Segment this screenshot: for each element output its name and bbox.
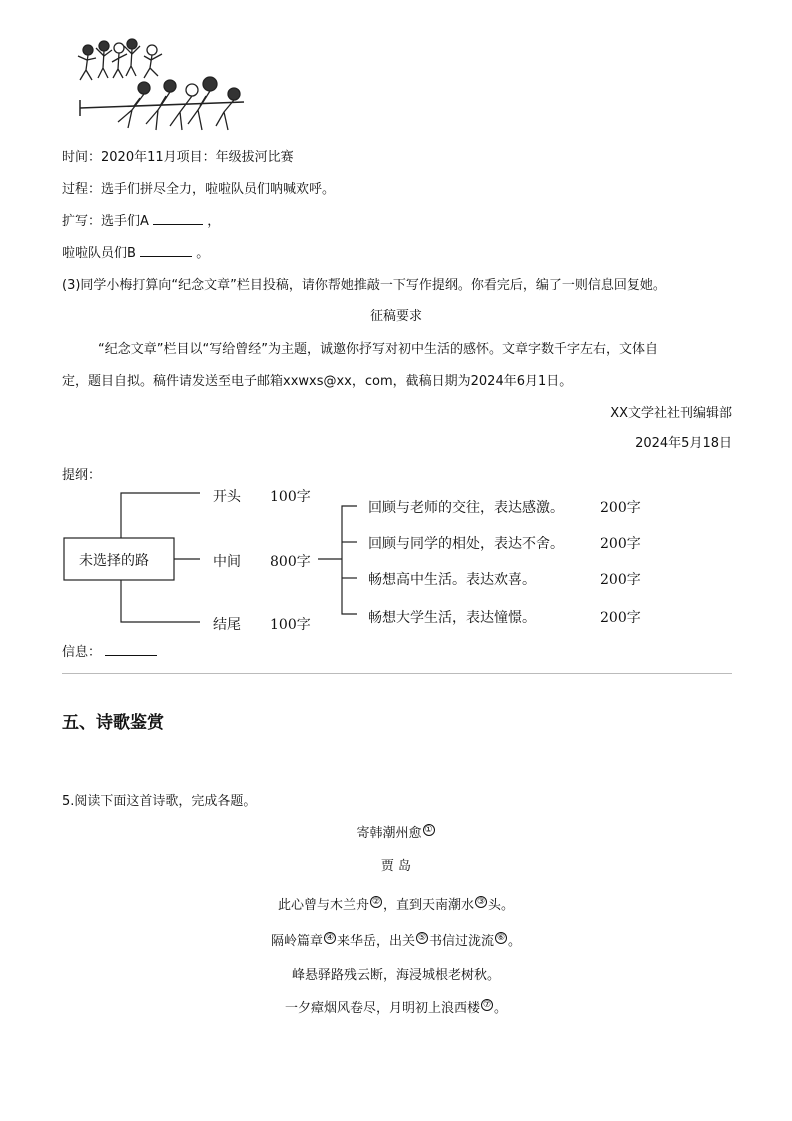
poem-text: 。 (508, 934, 522, 949)
question-3: (3)同学小梅打算向“纪念文章”栏目投稿，请你帮她推敲一下写作提纲。你看完后，编了一则信息回复她。 (62, 278, 666, 293)
poem-text: 此心曾与木兰舟 (277, 898, 369, 913)
outline-root: 未选择的路 (79, 553, 149, 569)
notice-paragraph-1: “纪念文章”栏目以“写给曾经”为主题，诚邀你抒写对初中生活的感怀。文章字数千字左右，文体自 (98, 342, 658, 357)
section-title: 五、诗歌鉴赏 (62, 713, 164, 733)
poem-line-3: 峰悬驿路残云断，海浸城根老树秋。 (291, 968, 500, 983)
info-line (62, 641, 157, 660)
poem-title-text: 寄韩潮州愈 (356, 826, 422, 841)
info-label: 信息： (62, 645, 102, 660)
notice-title: 征稿要求 (369, 309, 422, 324)
branch-ending-count: 100字 (270, 617, 311, 633)
expand-prefix: 扩写：选手们A (62, 214, 149, 229)
notice-organization: XX文学社社刊编辑部 (610, 406, 732, 421)
poem-text: 隔岭篇章 (270, 934, 323, 949)
footnote-marker: ① (424, 824, 433, 835)
middle-item: 回顾与同学的相处，表达不舍。 (368, 536, 564, 552)
notice-date: 2024年5月18日 (635, 436, 732, 451)
poem-title (0, 822, 792, 841)
poem-text: 头。 (488, 898, 515, 913)
info-blank[interactable] (105, 643, 157, 656)
middle-item-count: 200字 (600, 572, 641, 588)
branch-opening-count: 100字 (270, 489, 311, 505)
middle-item: 畅想高中生活。表达欢喜。 (368, 572, 536, 588)
branch-opening-label: 开头 (213, 489, 241, 505)
question-5: 5.阅读下面这首诗歌，完成各题。 (62, 794, 257, 809)
poem-author: 贾 岛 (380, 859, 412, 874)
middle-item: 回顾与老师的交往，表达感激。 (368, 500, 564, 516)
expand-suffix: ， (207, 214, 221, 229)
middle-item-count: 200字 (600, 536, 641, 552)
outline-label: 提纲： (62, 468, 102, 483)
branch-middle-label: 中间 (213, 554, 241, 570)
event-process-line: 过程：选手们拼尽全力，啦啦队员们呐喊欢呼。 (62, 182, 336, 197)
branch-middle-count: 800字 (270, 554, 311, 570)
branch-ending-label: 结尾 (213, 617, 241, 633)
middle-item-count: 200字 (600, 500, 641, 516)
poem-text: 书信过泷流 (429, 934, 495, 949)
poem-line-1 (0, 894, 792, 913)
middle-item-count: 200字 (600, 610, 641, 626)
poem-line-2 (0, 930, 792, 949)
poem-text: 一夕瘴烟风卷尽，月明初上浪西楼 (284, 1001, 480, 1016)
poem-line-4 (0, 997, 792, 1016)
section-divider (62, 673, 732, 674)
notice-paragraph-2: 定，题目自拟。稿件请发送至电子邮箱xxwxs@xx，com，截稿日期为2024年6月1日。 (62, 374, 573, 389)
footnote-marker: ③ (476, 896, 486, 907)
middle-item: 畅想大学生活，表达憧憬。 (368, 610, 536, 626)
poem-text: 来华岳，出关 (336, 934, 415, 949)
footnote-marker: ⑤ (417, 932, 427, 943)
cheer-prefix: 啦啦队员们B (62, 246, 136, 261)
footnote-marker: ④ (325, 932, 335, 943)
footnote-marker: ② (371, 896, 381, 907)
poem-text: 。 (494, 1001, 508, 1016)
poem-text: ，直到天南潮水 (382, 898, 474, 913)
footnote-marker: ⑦ (482, 999, 492, 1010)
footnote-marker: ⑥ (496, 932, 506, 943)
event-time-line: 时间：2020年11月项目：年级拔河比赛 (62, 150, 294, 165)
cheer-suffix: 。 (196, 246, 210, 261)
